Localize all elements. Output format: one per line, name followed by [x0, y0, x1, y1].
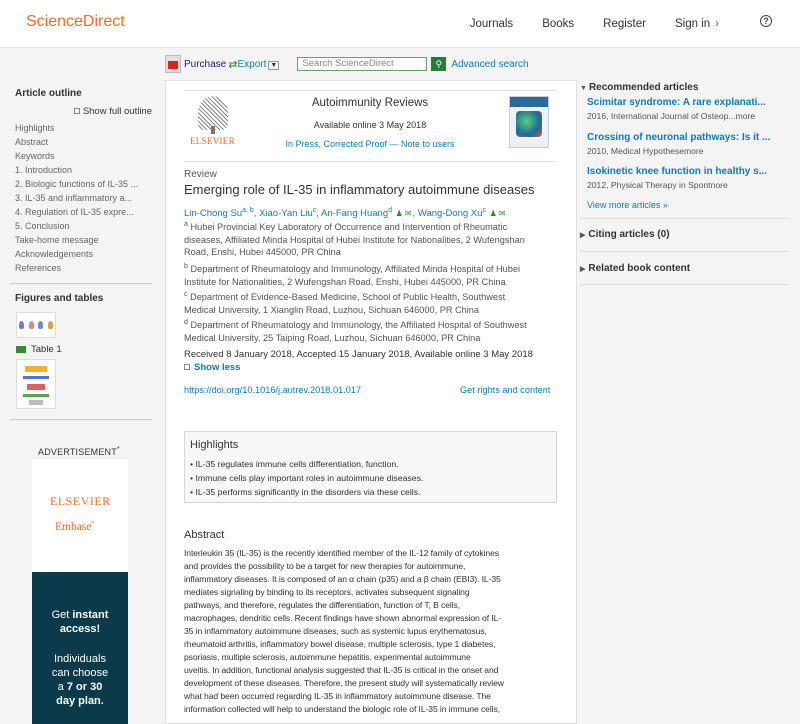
article-outline-sidebar: [10, 82, 152, 420]
ad-label-text: ADVERTISEMENT: [38, 447, 117, 457]
abstract-line: Interleukin 35 (IL-35) is the recently identified member of the IL-12 family of cytokines: [184, 548, 499, 558]
ad-embase-logo: Embase*: [55, 521, 95, 533]
affiliation: $^c$ Department of Evidence-Based Medicine, School of Public Health, Southwest Medical University, 1 Xianglin Road, Luzhou, Sichuan 646000, PR China: [184, 291, 506, 315]
abstract-line: psoriasis, multiple sclerosis, autoimmune hepatitis, experimental autoimmune: [184, 652, 471, 662]
outline-item[interactable]: Keywords: [15, 151, 55, 161]
signin-label: Sign in: [674, 18, 711, 30]
article-type: Review: [184, 169, 217, 180]
highlights-title: Highlights: [190, 439, 239, 451]
table-icon: [16, 346, 26, 353]
show-full-label: Show full outline: [82, 106, 152, 117]
abstract-line: 35 in inflammatory autoimmune diseases, such as systemic lupus erythematosus,: [184, 626, 487, 636]
ad-text-line: day plan.: [56, 695, 104, 707]
triangle-right-icon: ▶: [580, 232, 586, 239]
nav-journals[interactable]: Journals: [469, 18, 514, 30]
divider: [10, 283, 152, 284]
purchase-button[interactable]: Purchase: [184, 58, 227, 70]
email-icon: ✉: [404, 209, 412, 219]
triangle-right-icon: ▶: [580, 266, 586, 273]
recommended-article-meta: 2010, Medical Hypothesemore: [587, 146, 704, 156]
search-icon[interactable]: ⚲: [431, 57, 446, 71]
divider: [580, 284, 790, 285]
search-input[interactable]: Search ScienceDirect: [297, 57, 427, 71]
author-link[interactable]: Xiao-Yan Liu$^c$: [259, 207, 317, 220]
top-nav: [470, 18, 800, 30]
article-title: Emerging role of IL-35 in inflammatory autoimmune diseases: [184, 182, 535, 197]
article-toolbar: [165, 53, 529, 75]
nav-signin[interactable]: [675, 18, 748, 30]
abstract-title: Abstract: [184, 529, 225, 541]
export-button[interactable]: [237, 59, 279, 70]
table-1-label: Table 1: [31, 344, 62, 355]
ad-text-line: Individuals: [54, 653, 106, 665]
related-book-content-header[interactable]: ▶ Related book content: [580, 263, 691, 274]
highlight-item: • IL-35 regulates immune cells differentiation, function.: [190, 459, 399, 469]
sciencedirect-logo[interactable]: ScienceDirect: [26, 13, 125, 30]
person-icon: ♟: [395, 209, 403, 219]
abstract-line: and provides the possibility to be a target for new therapies for autoimmune,: [184, 561, 466, 571]
view-more-articles-link[interactable]: View more articles »: [587, 200, 668, 210]
ad-elsevier-logo: ELSEVIER: [50, 494, 111, 508]
divider: [10, 419, 152, 420]
export-icon: ⇄: [228, 58, 238, 71]
affiliation: $^d$ Department of Rheumatology and Immunology, the Affiliated Hospital of Southwest Medical University, 25 Taiping Road, Luzhou, Sichuan 646000, PR China: [184, 319, 527, 343]
journal-cover[interactable]: [509, 96, 549, 148]
outline-item[interactable]: Highlights: [15, 123, 55, 133]
recommended-article-link[interactable]: Crossing of neuronal pathways: Is it ...: [587, 132, 771, 143]
rights-link[interactable]: Get rights and content: [460, 385, 551, 395]
author-link[interactable]: Lin-Chong Su$^{a, b}$: [184, 207, 254, 220]
advanced-search-link[interactable]: Advanced search: [451, 58, 529, 70]
abstract-line: what had been occurred regarding IL-35 in inflammatory autoimmune disease. The: [184, 691, 491, 701]
outline-item[interactable]: 5. Conclusion: [15, 221, 70, 231]
nav-books[interactable]: Books: [542, 18, 575, 30]
elsevier-wordmark: ELSEVIER: [190, 136, 235, 146]
figure-thumbnail[interactable]: [16, 312, 56, 338]
abstract-line: pathways, and therefore, regulates the differentiation, function of T, B cells,: [184, 600, 461, 610]
abstract-line: uveitis. In addition, functional analysis suggested that IL-35 is critical in the onset and: [184, 665, 499, 675]
outline-item[interactable]: Take-home message: [15, 235, 99, 245]
recommended-article-meta: 2012, Physical Therapy in Spontnore: [587, 180, 728, 190]
table-1-link[interactable]: [16, 344, 152, 355]
collapse-icon: [184, 364, 190, 370]
pdf-icon[interactable]: [165, 55, 181, 73]
abstract-line: information collected will help to understand the biologic role of IL-35 in immune cells,: [184, 704, 500, 714]
author-link[interactable]: Wang-Dong Xu$^c$: [417, 207, 486, 220]
outline-item[interactable]: 4. Regulation of IL-35 expre...: [15, 207, 134, 217]
ad-embase-text: Embase: [55, 521, 92, 533]
ad-text-line: can choose: [51, 667, 109, 679]
abstract-line: macrophages, dendritic cells. Recent findings have shown abnormal expression of IL-: [184, 613, 502, 623]
outline-item[interactable]: 3. IL-35 and inflammatory a...: [15, 193, 133, 203]
advertisement-label: ADVERTISEMENT*: [38, 446, 120, 457]
figures-title: Figures and tables: [15, 293, 104, 304]
affiliation: $^b$ Department of Rheumatology and Immunology, Affiliated Minda Hospital of Hubei Institute for Nationalities, 2 Wufengshan Road, Enshi, Hubei 445000, PR China: [184, 263, 521, 287]
ad-text-line: a 7 or 30: [57, 681, 103, 693]
author-list: Lin-Chong Su$^{a, b}$, Xiao-Yan Liu$^c$, An-Fang Huang$^d$ ♟ ✉, Wang-Dong Xu$^c$ ♟ ✉: [184, 207, 506, 220]
ad-text-line: access!: [59, 623, 101, 635]
outline-item[interactable]: Abstract: [15, 137, 49, 147]
doi-link[interactable]: https://doi.org/10.1016/j.autrev.2018.01.017: [184, 385, 362, 395]
abstract-line: mediates signaling by binding to its receptors, activates subsequent signaling: [184, 587, 470, 597]
export-label: Export: [237, 58, 267, 70]
highlight-item: • Immune cells play important roles in autoimmune diseases.: [190, 473, 424, 483]
help-icon[interactable]: ?: [760, 15, 772, 27]
triangle-down-icon: ▼: [580, 85, 587, 92]
email-icon: ✉: [498, 209, 506, 219]
outline-title: Article outline: [15, 88, 82, 99]
abstract-line: rheumatoid arthritis, inflammatory bowel disease, multiple sclerosis, type 1 diabetes,: [184, 639, 496, 649]
citing-articles-header[interactable]: ▶ Citing articles (0): [580, 229, 670, 240]
recommended-article-link[interactable]: Isokinetic knee function in healthy s...: [587, 166, 768, 177]
show-less-toggle[interactable]: Show less: [184, 362, 240, 373]
nav-register[interactable]: Register: [603, 18, 646, 30]
top-header: [0, 0, 800, 48]
journal-name[interactable]: Autoimmunity Reviews: [311, 97, 429, 109]
outline-item[interactable]: References: [15, 263, 62, 273]
abstract-line: development of these diseases. Therefore, the present study will systematically review: [184, 678, 504, 688]
outline-list: [15, 121, 152, 275]
availability-date: Available online 3 May 2018: [313, 120, 427, 130]
affiliation: $^a$ Hubei Provincial Key Laboratory of Occurrence and Intervention of Rheumatic diseases, Affiliated Minda Hospital of Hubei Institute for Nationalities, 2 Wufengshan Road, Enshi, Hubei 445000, PR China: [184, 221, 525, 258]
received-dates: Received 8 January 2018, Accepted 15 January 2018, Available online 3 May 2018: [184, 349, 533, 360]
person-icon: ♟: [489, 209, 497, 219]
recommended-article-meta: 2016, International Journal of Osteop...more: [587, 111, 756, 121]
divider: [580, 251, 790, 252]
divider: [580, 218, 790, 219]
abstract-line: inflammatory diseases. It is composed of an α chain (p35) and a β chain (EBI3). IL-35: [184, 574, 501, 584]
chevron-right-icon: ›: [715, 18, 719, 30]
outline-item[interactable]: 2. Biologic functions of IL-35 ...: [15, 179, 139, 189]
outline-item[interactable]: Acknowledgements: [15, 249, 94, 259]
recommended-articles-header[interactable]: ▼ Recommended articles: [580, 82, 699, 93]
in-press-link[interactable]: In Press, Corrected Proof — Note to users: [285, 139, 455, 149]
highlight-item: • IL-35 performs significantly in the disorders via these cells.: [190, 487, 421, 497]
expand-icon: [74, 108, 80, 114]
caret-down-icon: ▼: [270, 61, 278, 69]
author-link[interactable]: An-Fang Huang$^d$: [321, 207, 393, 220]
show-full-outline-toggle[interactable]: [10, 106, 152, 117]
recommended-article-link[interactable]: Scimitar syndrome: A rare explanati...: [587, 97, 766, 108]
ad-text-line: Get instant: [51, 609, 109, 621]
outline-item[interactable]: 1. Introduction: [15, 165, 73, 175]
table-thumbnail[interactable]: [16, 359, 56, 409]
